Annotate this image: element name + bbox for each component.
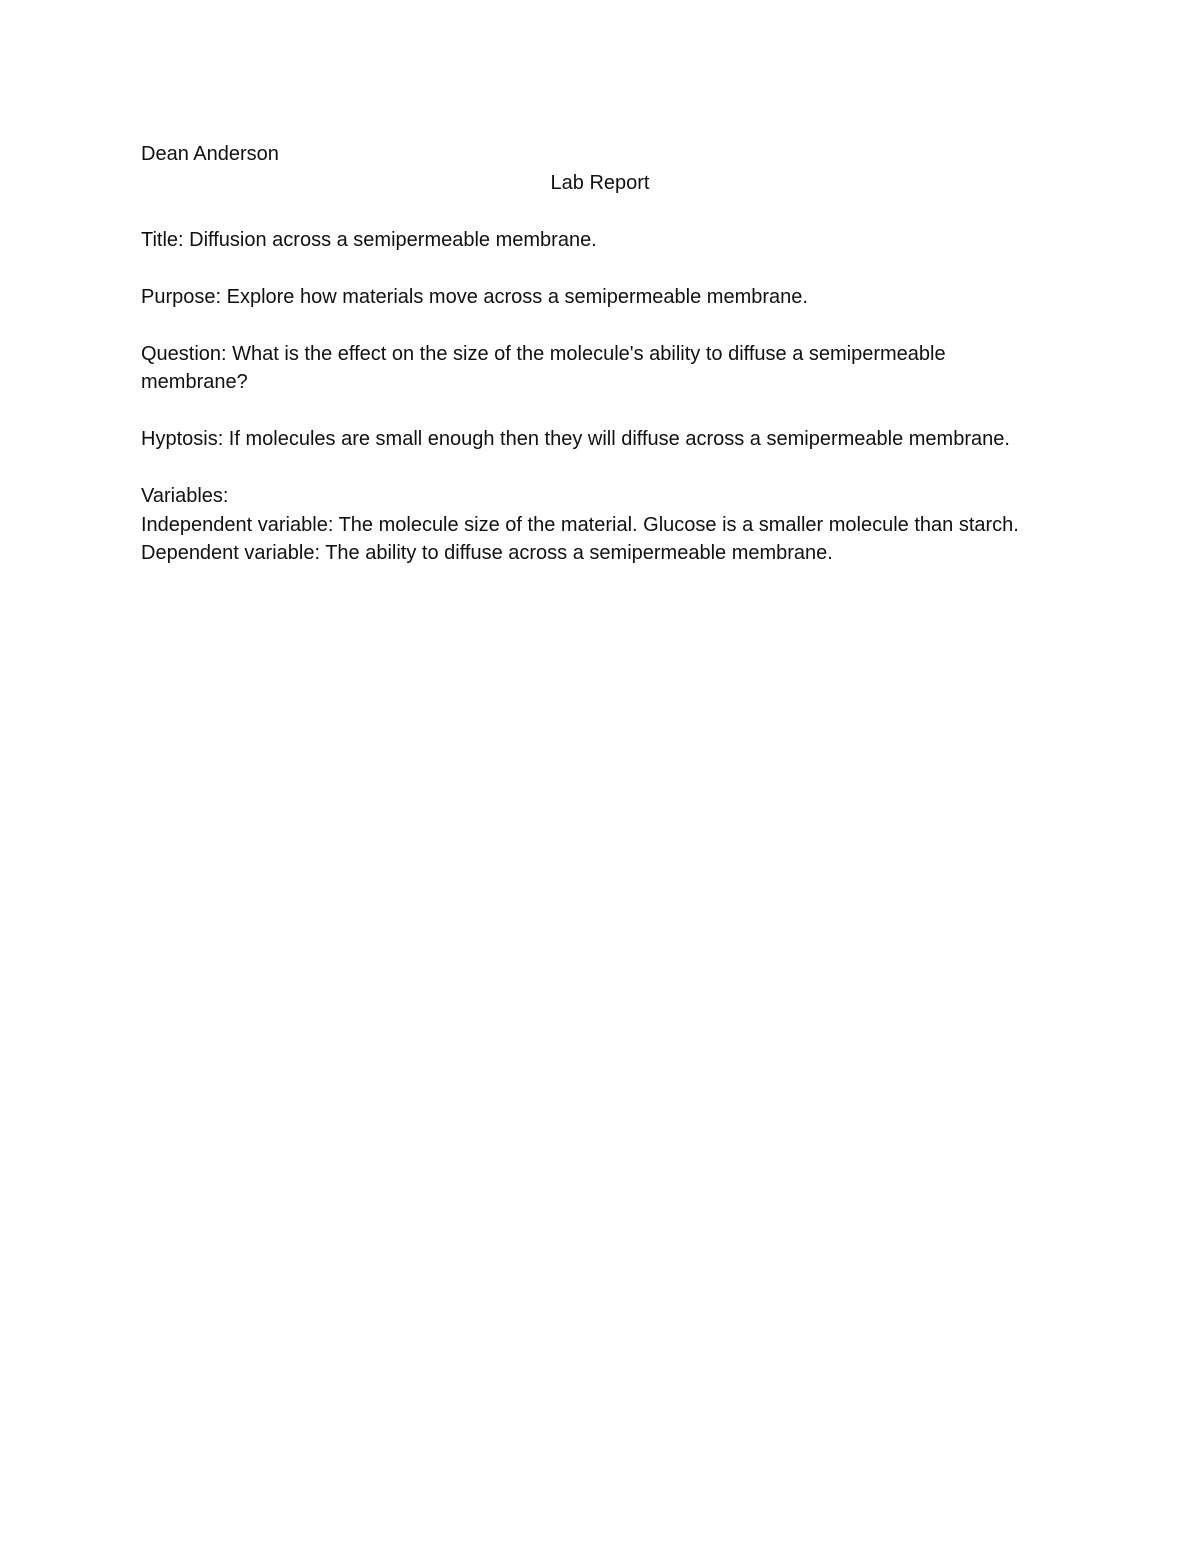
variables-heading: Variables: <box>141 485 229 507</box>
spacer <box>141 254 1041 283</box>
independent-variable-line: Independent variable: The molecule size of the material. Glucose is a smaller molecule than starch. <box>141 513 1019 536</box>
title-line: Title: Diffusion across a semipermeable membrane. <box>141 228 597 251</box>
question-line: Question: What is the effect on the size of the molecule's ability to diffuse a semipermeable membrane? <box>141 342 946 393</box>
spacer <box>141 311 1041 340</box>
spacer <box>141 454 1041 483</box>
document-body <box>141 140 1041 568</box>
dependent-variable-line: Dependent variable: The ability to diffuse across a semipermeable membrane. <box>141 542 833 564</box>
purpose-line: Purpose: Explore how materials move across a semipermeable membrane. <box>141 285 808 308</box>
spacer <box>141 197 1041 226</box>
report-heading: Lab Report <box>550 171 650 194</box>
author-name: Dean Anderson <box>141 143 279 165</box>
spacer <box>141 397 1041 426</box>
hypothesis-line: Hyptosis: If molecules are small enough then they will diffuse across a semipermeable membrane. <box>141 428 1010 450</box>
